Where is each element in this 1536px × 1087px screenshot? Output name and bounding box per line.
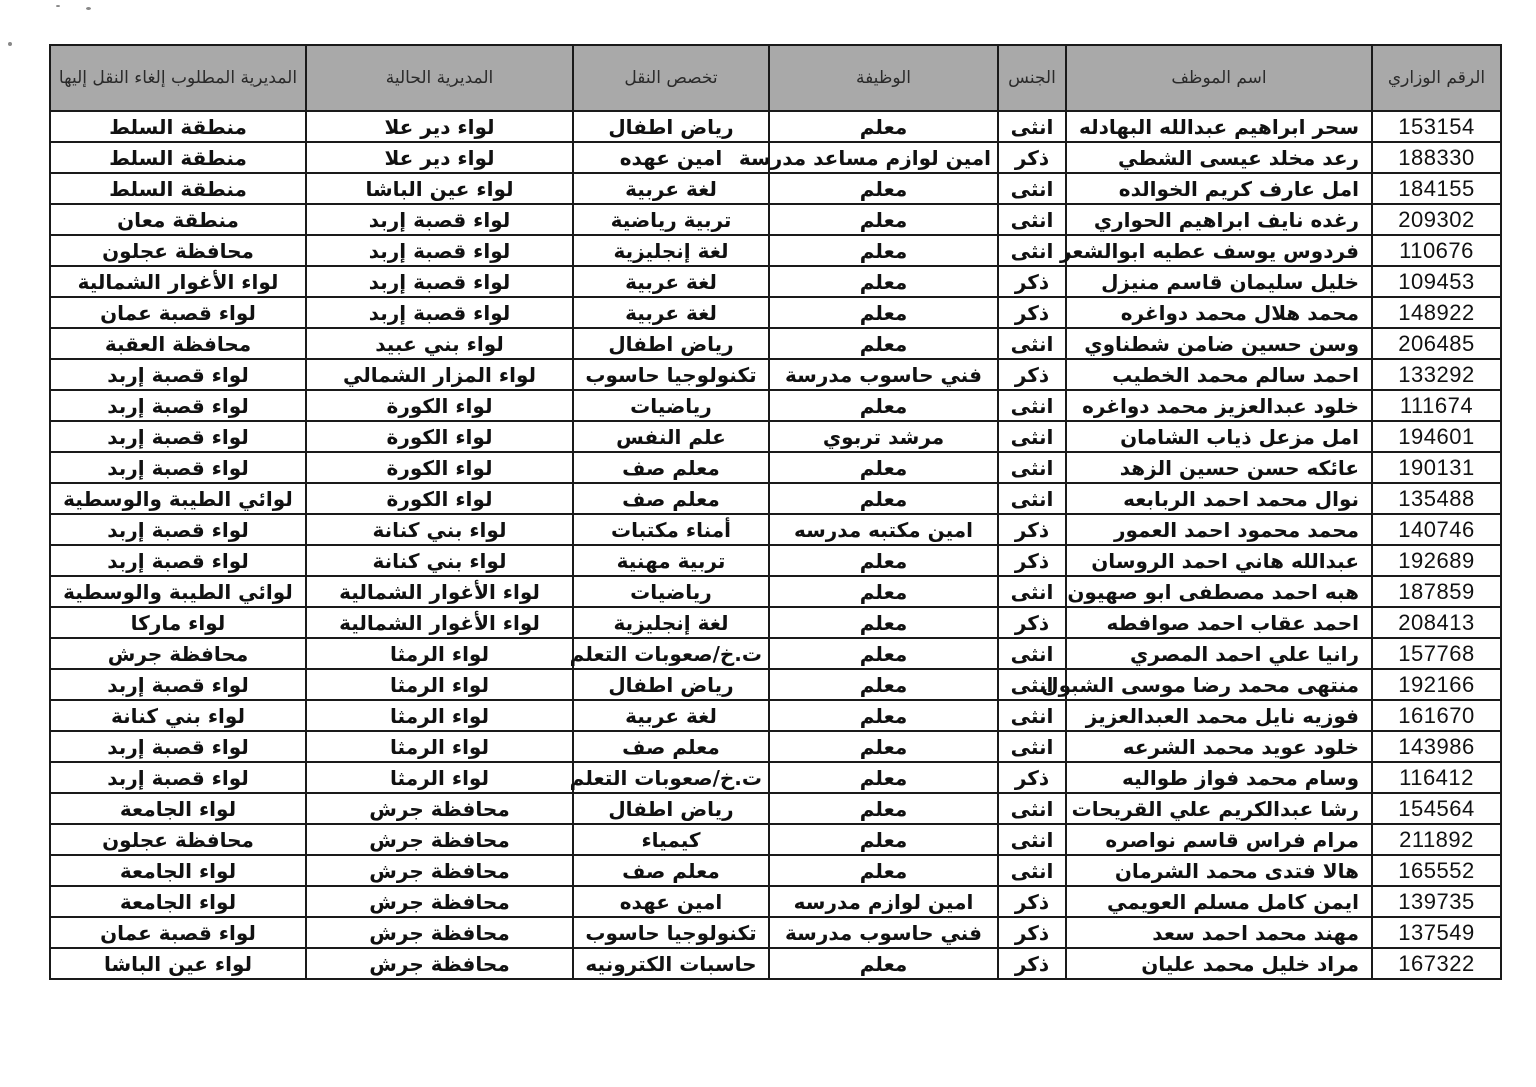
current-directorate-cell: لواء الرمثا (306, 638, 573, 669)
table-row (50, 669, 1501, 700)
table-row (50, 638, 1501, 669)
job-cell: امين لوازم مدرسه (769, 886, 998, 917)
job-cell: امين مكتبه مدرسه (769, 514, 998, 545)
id-cell: 167322 (1372, 948, 1501, 979)
name-cell: احمد عقاب احمد صوافطه (1066, 607, 1372, 638)
job-cell: معلم (769, 266, 998, 297)
job-cell: معلم (769, 328, 998, 359)
header-row (50, 45, 1501, 111)
target-directorate-cell: لواء قصبة عمان (50, 917, 306, 948)
header-current-directorate: المديرية الحالية (306, 45, 573, 111)
table-row (50, 855, 1501, 886)
name-cell: مراد خليل محمد عليان (1066, 948, 1372, 979)
gender-cell: انثى (998, 390, 1066, 421)
table-row (50, 576, 1501, 607)
current-directorate-cell: لواء بني كنانة (306, 514, 573, 545)
gender-cell: انثى (998, 328, 1066, 359)
table-row (50, 762, 1501, 793)
name-cell: رعد مخلد عيسى الشطي (1066, 142, 1372, 173)
target-directorate-cell: لواء قصبة إربد (50, 762, 306, 793)
current-directorate-cell: لواء المزار الشمالي (306, 359, 573, 390)
id-cell: 109453 (1372, 266, 1501, 297)
target-directorate-cell: محافظة عجلون (50, 235, 306, 266)
job-cell: معلم (769, 452, 998, 483)
current-directorate-cell: لواء قصبة إربد (306, 204, 573, 235)
gender-cell: انثى (998, 855, 1066, 886)
name-cell: محمد محمود احمد العمور (1066, 514, 1372, 545)
id-cell: 184155 (1372, 173, 1501, 204)
current-directorate-cell: لواء الرمثا (306, 762, 573, 793)
target-directorate-cell: محافظة عجلون (50, 824, 306, 855)
specialty-cell: رياض اطفال (573, 793, 769, 824)
table-row (50, 514, 1501, 545)
name-cell: هالا فتدى محمد الشرمان (1066, 855, 1372, 886)
table-row (50, 700, 1501, 731)
gender-cell: انثى (998, 576, 1066, 607)
scan-speck (86, 7, 91, 10)
job-cell: معلم (769, 297, 998, 328)
specialty-cell: أمناء مكتبات (573, 514, 769, 545)
table-row (50, 483, 1501, 514)
id-cell: 208413 (1372, 607, 1501, 638)
id-cell: 143986 (1372, 731, 1501, 762)
current-directorate-cell: محافظة جرش (306, 855, 573, 886)
specialty-cell: ت.خ/صعوبات التعلم (573, 638, 769, 669)
specialty-cell: لغة إنجليزية (573, 235, 769, 266)
header-target-directorate: المديرية المطلوب إلغاء النقل إليها (50, 45, 306, 111)
id-cell: 194601 (1372, 421, 1501, 452)
current-directorate-cell: لواء دير علا (306, 111, 573, 142)
table-row (50, 917, 1501, 948)
transfer-cancellation-table (49, 44, 1502, 980)
name-cell: منتهى محمد رضا موسى الشبول (1066, 669, 1372, 700)
current-directorate-cell: لواء عين الباشا (306, 173, 573, 204)
transfer-table-container (49, 44, 1500, 980)
target-directorate-cell: لواء ماركا (50, 607, 306, 638)
specialty-cell: لغة عربية (573, 173, 769, 204)
target-directorate-cell: لواء بني كنانة (50, 700, 306, 731)
gender-cell: ذكر (998, 762, 1066, 793)
gender-cell: ذكر (998, 607, 1066, 638)
job-cell: معلم (769, 545, 998, 576)
table-row (50, 421, 1501, 452)
job-cell: فني حاسوب مدرسة (769, 917, 998, 948)
specialty-cell: رياض اطفال (573, 328, 769, 359)
job-cell: معلم (769, 607, 998, 638)
table-row (50, 266, 1501, 297)
job-cell: معلم (769, 173, 998, 204)
name-cell: وسن حسين ضامن شطناوي (1066, 328, 1372, 359)
target-directorate-cell: منطقة السلط (50, 111, 306, 142)
specialty-cell: ت.خ/صعوبات التعلم (573, 762, 769, 793)
target-directorate-cell: لواء الجامعة (50, 855, 306, 886)
gender-cell: ذكر (998, 514, 1066, 545)
job-cell: معلم (769, 204, 998, 235)
scan-speck (56, 5, 60, 7)
gender-cell: انثى (998, 452, 1066, 483)
name-cell: رانيا علي احمد المصري (1066, 638, 1372, 669)
scan-speck (8, 42, 12, 46)
specialty-cell: كيمياء (573, 824, 769, 855)
gender-cell: انثى (998, 204, 1066, 235)
table-row (50, 173, 1501, 204)
target-directorate-cell: لواء الأغوار الشمالية (50, 266, 306, 297)
id-cell: 157768 (1372, 638, 1501, 669)
id-cell: 211892 (1372, 824, 1501, 855)
specialty-cell: لغة عربية (573, 297, 769, 328)
target-directorate-cell: لواء قصبة إربد (50, 421, 306, 452)
id-cell: 153154 (1372, 111, 1501, 142)
target-directorate-cell: لواء قصبة إربد (50, 669, 306, 700)
header-name: اسم الموظف (1066, 45, 1372, 111)
current-directorate-cell: لواء بني كنانة (306, 545, 573, 576)
name-cell: خليل سليمان قاسم منيزل (1066, 266, 1372, 297)
name-cell: عبدالله هاني احمد الروسان (1066, 545, 1372, 576)
current-directorate-cell: محافظة جرش (306, 793, 573, 824)
gender-cell: ذكر (998, 359, 1066, 390)
table-body (50, 111, 1501, 979)
current-directorate-cell: لواء الكورة (306, 421, 573, 452)
name-cell: عائكه حسن حسين الزهد (1066, 452, 1372, 483)
specialty-cell: تكنولوجيا حاسوب (573, 359, 769, 390)
table-row (50, 886, 1501, 917)
name-cell: مرام فراس قاسم نواصره (1066, 824, 1372, 855)
name-cell: خلود عبدالعزيز محمد دواغره (1066, 390, 1372, 421)
id-cell: 148922 (1372, 297, 1501, 328)
header-gender: الجنس (998, 45, 1066, 111)
id-cell: 133292 (1372, 359, 1501, 390)
gender-cell: انثى (998, 421, 1066, 452)
specialty-cell: معلم صف (573, 731, 769, 762)
specialty-cell: لغة عربية (573, 700, 769, 731)
table-row (50, 607, 1501, 638)
current-directorate-cell: محافظة جرش (306, 917, 573, 948)
id-cell: 192689 (1372, 545, 1501, 576)
id-cell: 110676 (1372, 235, 1501, 266)
name-cell: نوال محمد احمد الربابعه (1066, 483, 1372, 514)
table-row (50, 948, 1501, 979)
id-cell: 187859 (1372, 576, 1501, 607)
specialty-cell: امين عهده (573, 886, 769, 917)
name-cell: سحر ابراهيم عبدالله البهادله (1066, 111, 1372, 142)
job-cell: مرشد تربوي (769, 421, 998, 452)
job-cell: معلم (769, 235, 998, 266)
current-directorate-cell: لواء الكورة (306, 390, 573, 421)
gender-cell: ذكر (998, 948, 1066, 979)
id-cell: 161670 (1372, 700, 1501, 731)
header-id: الرقم الوزاري (1372, 45, 1501, 111)
name-cell: رشا عبدالكريم علي القريحات (1066, 793, 1372, 824)
name-cell: ايمن كامل مسلم العويمي (1066, 886, 1372, 917)
specialty-cell: لغة إنجليزية (573, 607, 769, 638)
name-cell: فوزيه نايل محمد العبدالعزيز (1066, 700, 1372, 731)
gender-cell: انثى (998, 669, 1066, 700)
id-cell: 190131 (1372, 452, 1501, 483)
name-cell: هبه احمد مصطفى ابو صهيون (1066, 576, 1372, 607)
job-cell: معلم (769, 483, 998, 514)
id-cell: 154564 (1372, 793, 1501, 824)
specialty-cell: معلم صف (573, 483, 769, 514)
gender-cell: ذكر (998, 297, 1066, 328)
target-directorate-cell: لواء الجامعة (50, 886, 306, 917)
current-directorate-cell: لواء بني عبيد (306, 328, 573, 359)
target-directorate-cell: لواء الجامعة (50, 793, 306, 824)
table-row (50, 297, 1501, 328)
target-directorate-cell: محافظة جرش (50, 638, 306, 669)
id-cell: 140746 (1372, 514, 1501, 545)
gender-cell: انثى (998, 824, 1066, 855)
target-directorate-cell: منطقة السلط (50, 173, 306, 204)
target-directorate-cell: لواء قصبة إربد (50, 545, 306, 576)
table-row (50, 328, 1501, 359)
current-directorate-cell: لواء الرمثا (306, 669, 573, 700)
current-directorate-cell: محافظة جرش (306, 824, 573, 855)
gender-cell: ذكر (998, 142, 1066, 173)
table-row (50, 235, 1501, 266)
gender-cell: ذكر (998, 917, 1066, 948)
gender-cell: انثى (998, 483, 1066, 514)
job-cell: معلم (769, 855, 998, 886)
name-cell: خلود عويد محمد الشرعه (1066, 731, 1372, 762)
specialty-cell: تكنولوجيا حاسوب (573, 917, 769, 948)
gender-cell: ذكر (998, 266, 1066, 297)
table-row (50, 390, 1501, 421)
specialty-cell: رياض اطفال (573, 669, 769, 700)
target-directorate-cell: منطقة السلط (50, 142, 306, 173)
header-job: الوظيفة (769, 45, 998, 111)
job-cell: معلم (769, 793, 998, 824)
specialty-cell: رياض اطفال (573, 111, 769, 142)
table-row (50, 204, 1501, 235)
job-cell: معلم (769, 700, 998, 731)
specialty-cell: رياضيات (573, 390, 769, 421)
target-directorate-cell: لواء قصبة إربد (50, 731, 306, 762)
target-directorate-cell: لواء قصبة إربد (50, 514, 306, 545)
id-cell: 135488 (1372, 483, 1501, 514)
job-cell: فني حاسوب مدرسة (769, 359, 998, 390)
gender-cell: انثى (998, 235, 1066, 266)
specialty-cell: لغة عربية (573, 266, 769, 297)
target-directorate-cell: لواء عين الباشا (50, 948, 306, 979)
id-cell: 139735 (1372, 886, 1501, 917)
gender-cell: انثى (998, 173, 1066, 204)
gender-cell: انثى (998, 700, 1066, 731)
job-cell: معلم (769, 762, 998, 793)
current-directorate-cell: لواء قصبة إربد (306, 235, 573, 266)
gender-cell: انثى (998, 638, 1066, 669)
id-cell: 206485 (1372, 328, 1501, 359)
job-cell: معلم (769, 669, 998, 700)
table-row (50, 824, 1501, 855)
target-directorate-cell: لواء قصبة إربد (50, 452, 306, 483)
table-row (50, 793, 1501, 824)
name-cell: امل عارف كريم الخوالده (1066, 173, 1372, 204)
specialty-cell: تربية مهنية (573, 545, 769, 576)
table-row (50, 111, 1501, 142)
table-header (50, 45, 1501, 111)
table-row (50, 142, 1501, 173)
table-row (50, 452, 1501, 483)
gender-cell: ذكر (998, 545, 1066, 576)
gender-cell: انثى (998, 731, 1066, 762)
current-directorate-cell: لواء دير علا (306, 142, 573, 173)
job-cell: معلم (769, 824, 998, 855)
current-directorate-cell: لواء قصبة إربد (306, 297, 573, 328)
job-cell: معلم (769, 948, 998, 979)
name-cell: محمد هلال محمد دواغره (1066, 297, 1372, 328)
target-directorate-cell: لواء قصبة عمان (50, 297, 306, 328)
current-directorate-cell: لواء الرمثا (306, 731, 573, 762)
job-cell: معلم (769, 731, 998, 762)
job-cell: امين لوازم مساعد مدرسة (769, 142, 998, 173)
target-directorate-cell: لواء قصبة إربد (50, 390, 306, 421)
id-cell: 192166 (1372, 669, 1501, 700)
current-directorate-cell: لواء قصبة إربد (306, 266, 573, 297)
id-cell: 116412 (1372, 762, 1501, 793)
id-cell: 137549 (1372, 917, 1501, 948)
current-directorate-cell: لواء الأغوار الشمالية (306, 576, 573, 607)
gender-cell: انثى (998, 793, 1066, 824)
name-cell: وسام محمد فواز طواليه (1066, 762, 1372, 793)
name-cell: فردوس يوسف عطيه ابوالشعر (1066, 235, 1372, 266)
id-cell: 165552 (1372, 855, 1501, 886)
name-cell: مهند محمد احمد سعد (1066, 917, 1372, 948)
current-directorate-cell: لواء الكورة (306, 452, 573, 483)
specialty-cell: تربية رياضية (573, 204, 769, 235)
job-cell: معلم (769, 638, 998, 669)
target-directorate-cell: لوائي الطيبة والوسطية (50, 483, 306, 514)
specialty-cell: معلم صف (573, 855, 769, 886)
id-cell: 209302 (1372, 204, 1501, 235)
header-specialty: تخصص النقل (573, 45, 769, 111)
gender-cell: ذكر (998, 886, 1066, 917)
specialty-cell: معلم صف (573, 452, 769, 483)
id-cell: 188330 (1372, 142, 1501, 173)
job-cell: معلم (769, 390, 998, 421)
current-directorate-cell: لواء الكورة (306, 483, 573, 514)
job-cell: معلم (769, 111, 998, 142)
table-row (50, 359, 1501, 390)
specialty-cell: امين عهده (573, 142, 769, 173)
target-directorate-cell: لواء قصبة إربد (50, 359, 306, 390)
table-row (50, 731, 1501, 762)
gender-cell: انثى (998, 111, 1066, 142)
table-row (50, 545, 1501, 576)
target-directorate-cell: لوائي الطيبة والوسطية (50, 576, 306, 607)
id-cell: 111674 (1372, 390, 1501, 421)
current-directorate-cell: محافظة جرش (306, 886, 573, 917)
specialty-cell: حاسبات الكترونيه (573, 948, 769, 979)
name-cell: امل مزعل ذياب الشامان (1066, 421, 1372, 452)
specialty-cell: علم النفس (573, 421, 769, 452)
current-directorate-cell: لواء الرمثا (306, 700, 573, 731)
specialty-cell: رياضيات (573, 576, 769, 607)
name-cell: رغده نايف ابراهيم الحواري (1066, 204, 1372, 235)
current-directorate-cell: محافظة جرش (306, 948, 573, 979)
target-directorate-cell: محافظة العقبة (50, 328, 306, 359)
target-directorate-cell: منطقة معان (50, 204, 306, 235)
job-cell: معلم (769, 576, 998, 607)
current-directorate-cell: لواء الأغوار الشمالية (306, 607, 573, 638)
name-cell: احمد سالم محمد الخطيب (1066, 359, 1372, 390)
